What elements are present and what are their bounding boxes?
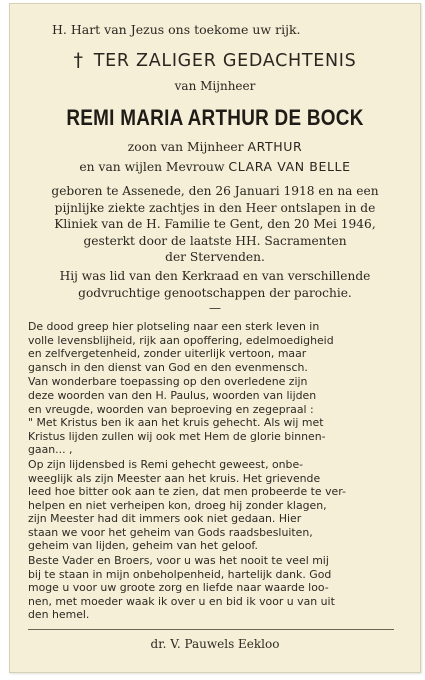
text-line: Kristus lijden zullen wij ook met Hem de glorie binnen- [28, 429, 326, 443]
heading-text: TER ZALIGER GEDACHTENIS [93, 51, 357, 71]
text-line: en zelfvergetenheid, zonder uiterlijk vertoon, maar [28, 347, 307, 361]
paragraph [28, 320, 396, 374]
father-name: ARTHUR [247, 139, 303, 154]
bio-line: geboren te Assenede, den 26 Januari 1918 en na een [51, 184, 379, 198]
text-line: volle levensblijheid, rijk aan opoffering, edelmoedigheid [28, 333, 334, 347]
bio-line: Kliniek van de H. Familie te Gent, den 20 Mei 1946, [54, 217, 376, 232]
text-line: Beste Vader en Broers, voor u was het nooit te veel mij [28, 554, 329, 568]
father-line [10, 139, 420, 154]
footer-rule [28, 629, 394, 630]
text-line: deze woorden van den H. Paulus, woorden van lijden [28, 388, 317, 402]
text-line: leed hoe bitter ook aan te zien, dat men probeerde te ver- [28, 485, 346, 499]
paragraph [28, 554, 396, 622]
printer-credit: dr. V. Pauwels Eekloo [150, 637, 280, 652]
text-line: bij te staan in mijn onbeholpenheid, hartelijk dank. God [28, 567, 332, 581]
father-prefix: zoon van Mijnheer [127, 140, 244, 154]
text-line: geheim van lijden, geheim van het geloof. [28, 539, 258, 553]
cross-icon: † [73, 49, 84, 71]
mother-name: CLARA VAN BELLE [228, 159, 351, 174]
text-line: gansch in den dienst van God en den evenmensch. [28, 360, 308, 374]
van-mijnheer: van Mijnheer [174, 79, 256, 93]
text-line: gaan... , [28, 443, 73, 457]
membership [10, 268, 420, 302]
text-line: nen, met moeder waak ik over u en bid ik voor u van uit [28, 594, 335, 608]
bio-line: der Stervenden. [165, 250, 265, 265]
text-line: moge u voor uw groote zorg en liefde naar waarde loo- [28, 581, 329, 595]
membership-line: Hij was lid van den Kerkraad en van verschillende [59, 268, 371, 283]
heading [10, 49, 420, 71]
mother-line [10, 159, 420, 174]
paragraph [28, 375, 396, 457]
membership-line: godvruchtige genootschappen der parochie. [78, 285, 352, 300]
text-line: De dood greep hier plotseling naar een sterk leven in [28, 319, 320, 333]
text-line: weeglijk als zijn Meester aan het kruis. Het grievende [28, 471, 321, 485]
separator: — [209, 300, 221, 315]
deceased-name: REMI MARIA ARTHUR DE BOCK [66, 105, 364, 130]
meditation-text [10, 320, 420, 622]
text-line: Van wonderbare toepassing op den overledene zijn [28, 375, 308, 389]
text-line: " Met Kristus ben ik aan het kruis gehecht. Als wij met [28, 416, 324, 430]
bio-line: gesterkt door de laatste HH. Sacramenten [83, 233, 347, 248]
paragraph [28, 458, 396, 553]
text-line: den hemel. [28, 608, 90, 622]
biography [10, 183, 420, 266]
top-invocation: H. Hart van Jezus ons toekome uw rijk. [52, 22, 301, 37]
mother-prefix: en van wijlen Mevrouw [79, 160, 225, 174]
text-line: en vreugde, woorden van beproeving en zegepraal : [28, 402, 314, 416]
text-line: Op zijn lijdensbed is Remi gehecht geweest, onbe- [28, 457, 304, 471]
text-line: helpen en niet verheipen kon, droeg hij zonder klagen, [28, 498, 327, 512]
text-line: staan we voor het geheim van Gods raadsbesluiten, [28, 525, 313, 539]
bio-line: pijnlijke ziekte zachtjes in den Heer ontslapen in de [54, 200, 376, 215]
text-line: zijn Meester had dit immers ook niet gedaan. Hier [28, 512, 302, 526]
memorial-card [9, 3, 421, 673]
